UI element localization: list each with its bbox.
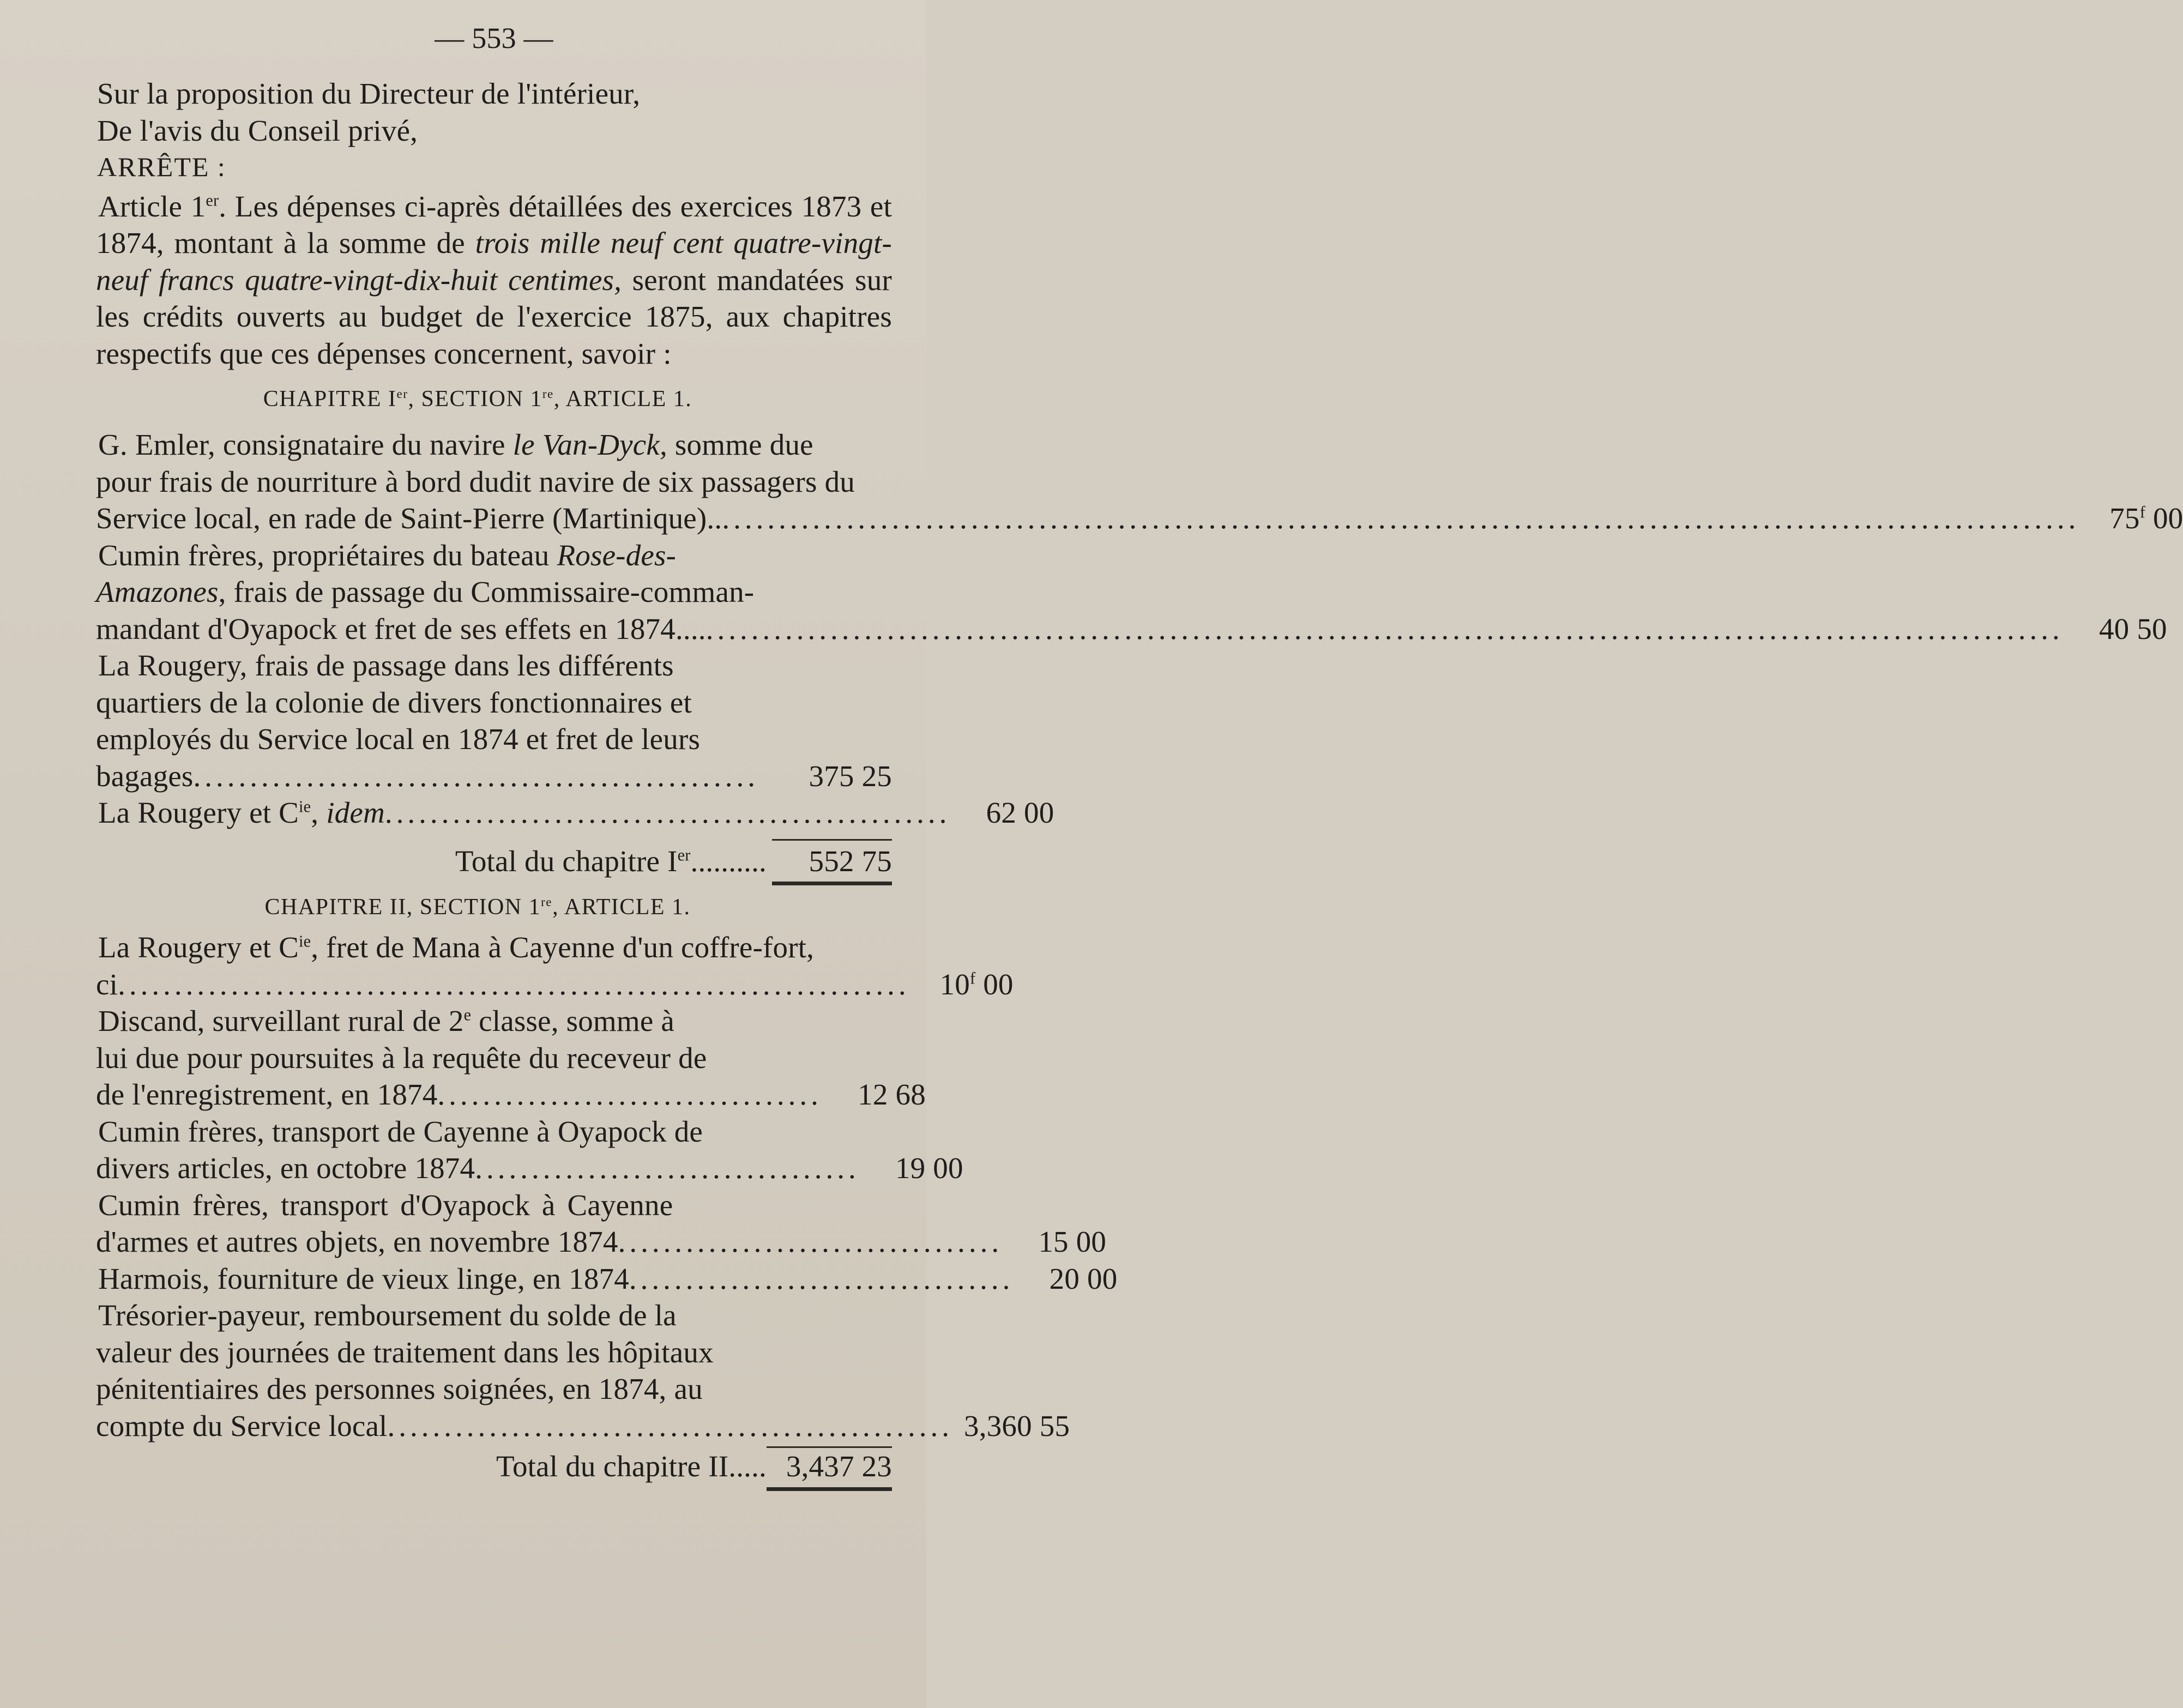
- article-label: Article 1: [98, 189, 206, 223]
- arrete-label: ARRÊTE :: [97, 152, 226, 182]
- chapter-1-entry: La Rougery et $C^{ie}$, idem .................................................. 62 00: [96, 794, 892, 831]
- chapter-2-entry: Trésorier-payeur, remboursement du solde de la valeur des journées de traitement dans les hôpitaux pénitentiaires des personnes soignées, en 1874, au compte du Service local .................................................. 3,360 55: [96, 1297, 892, 1444]
- entry-amount: 19 00: [895, 1151, 963, 1185]
- chapter-2-heading: CHAPITRE II, SECTION 1re, ARTICLE 1.: [264, 895, 691, 920]
- total-rule: [767, 1487, 892, 1491]
- chapter-1-entry: La Rougery, frais de passage dans les différents quartiers de la colonie de divers fonctionnaires et employés du Service local en 1874 et fret de leurs bagages .................................................. 375 25: [96, 647, 892, 794]
- chapter-1-entry: G. Emler, consignataire du navire le Van-Dyck, somme due pour frais de nourriture à bord dudit navire de six passagers du Service local, en rade de Saint-Pierre (Martinique).. ........................................................................................................................ 75$^f$ 00: [96, 426, 892, 537]
- entry-amount: 3,360 55: [964, 1409, 1070, 1443]
- leader-dots: ..................................................: [193, 759, 759, 793]
- chapter-1-entry: Cumin frères, propriétaires du bateau Rose-des- Amazones, frais de passage du Commissaire-comman- mandant d'Oyapock et fret de ses effets en 1874.... ........................................................................................................................ 40 50: [96, 537, 892, 648]
- chapter-2-entry: Cumin frères, transport de Cayenne à Oyapock de divers articles, en octobre 1874 .................................. 19 00: [96, 1113, 892, 1187]
- leader-dots: ........................................................................................................................: [705, 612, 2064, 645]
- leader-dots: ..................................: [618, 1225, 1003, 1258]
- chapter-2-entry: Discand, surveillant rural de 2e classe, somme à lui due pour poursuites à la requête du receveur de de l'enregistrement, en 1874 .................................. 12 68: [96, 1003, 892, 1113]
- leader-dots: ..................................: [629, 1262, 1014, 1295]
- page-number: — 553 —: [435, 22, 553, 55]
- chapter-2-total: Total du chapitre II..... 3,437 23: [96, 1446, 892, 1485]
- leader-dots: ..................................: [437, 1078, 822, 1111]
- chapter-2-entry: Cumin frères, transport d'Oyapock à Cayenne d'armes et autres objets, en novembre 1874 .................................. 15 00: [96, 1187, 892, 1260]
- preamble-line-1: Sur la proposition du Directeur de l'intérieur,: [97, 77, 641, 110]
- leader-dots: ..................................................: [387, 1409, 954, 1443]
- entry-amount: 375 25: [809, 759, 892, 793]
- chapter-2-entry: Harmois, fourniture de vieux linge, en 1874 .................................. 20 00: [96, 1260, 892, 1297]
- preamble-line-2: De l'avis du Conseil privé,: [97, 113, 418, 147]
- article-amount-words: trois mille neuf cent quatre-vingt-neuf francs quatre-vingt-dix-huit centimes,: [96, 226, 892, 297]
- entry-amount: 75$^f$ 00: [2109, 502, 2183, 535]
- entry-amount: 40 50: [2098, 612, 2167, 645]
- entry-amount: 15 00: [1038, 1225, 1107, 1258]
- chapter-1-heading: CHAPITRE Ier, SECTION 1re, ARTICLE 1.: [263, 387, 692, 412]
- leader-dots: ......................................................................: [118, 967, 910, 1001]
- chapter-1-total: Total du chapitre Ier.......... 552 75: [455, 844, 892, 878]
- page-content: [96, 0, 2183, 1491]
- article-text-b: seront mandatées sur les crédits ouverts au budget de l'exercice 1875, aux chapitres respectifs que ces dépenses concernent, savoir :: [96, 263, 892, 370]
- article-1: [96, 188, 892, 372]
- leader-dots: ..................................................: [384, 796, 951, 829]
- entry-amount: 62 00: [986, 796, 1054, 829]
- chapter-2-entry: La Rougery et $C^{ie}$, fret de Mana à Cayenne d'un coffre-fort, ci ...................................................................... 10$^f$ 00: [96, 929, 892, 1003]
- leader-dots: ..................................: [475, 1151, 860, 1185]
- leader-dots: ........................................................................................................................: [722, 502, 2080, 535]
- entry-amount: 12 68: [858, 1078, 926, 1111]
- entry-amount: 10$^f$ 00: [939, 967, 1014, 1001]
- total-rule: [772, 882, 892, 885]
- entry-amount: 20 00: [1049, 1262, 1118, 1295]
- article-label-sup: er: [206, 191, 219, 210]
- article-text-a: . Les dépenses ci-après détaillées des exercices 1873 et 1874, montant à la somme de: [96, 189, 892, 259]
- subtotal-rule: [772, 839, 892, 841]
